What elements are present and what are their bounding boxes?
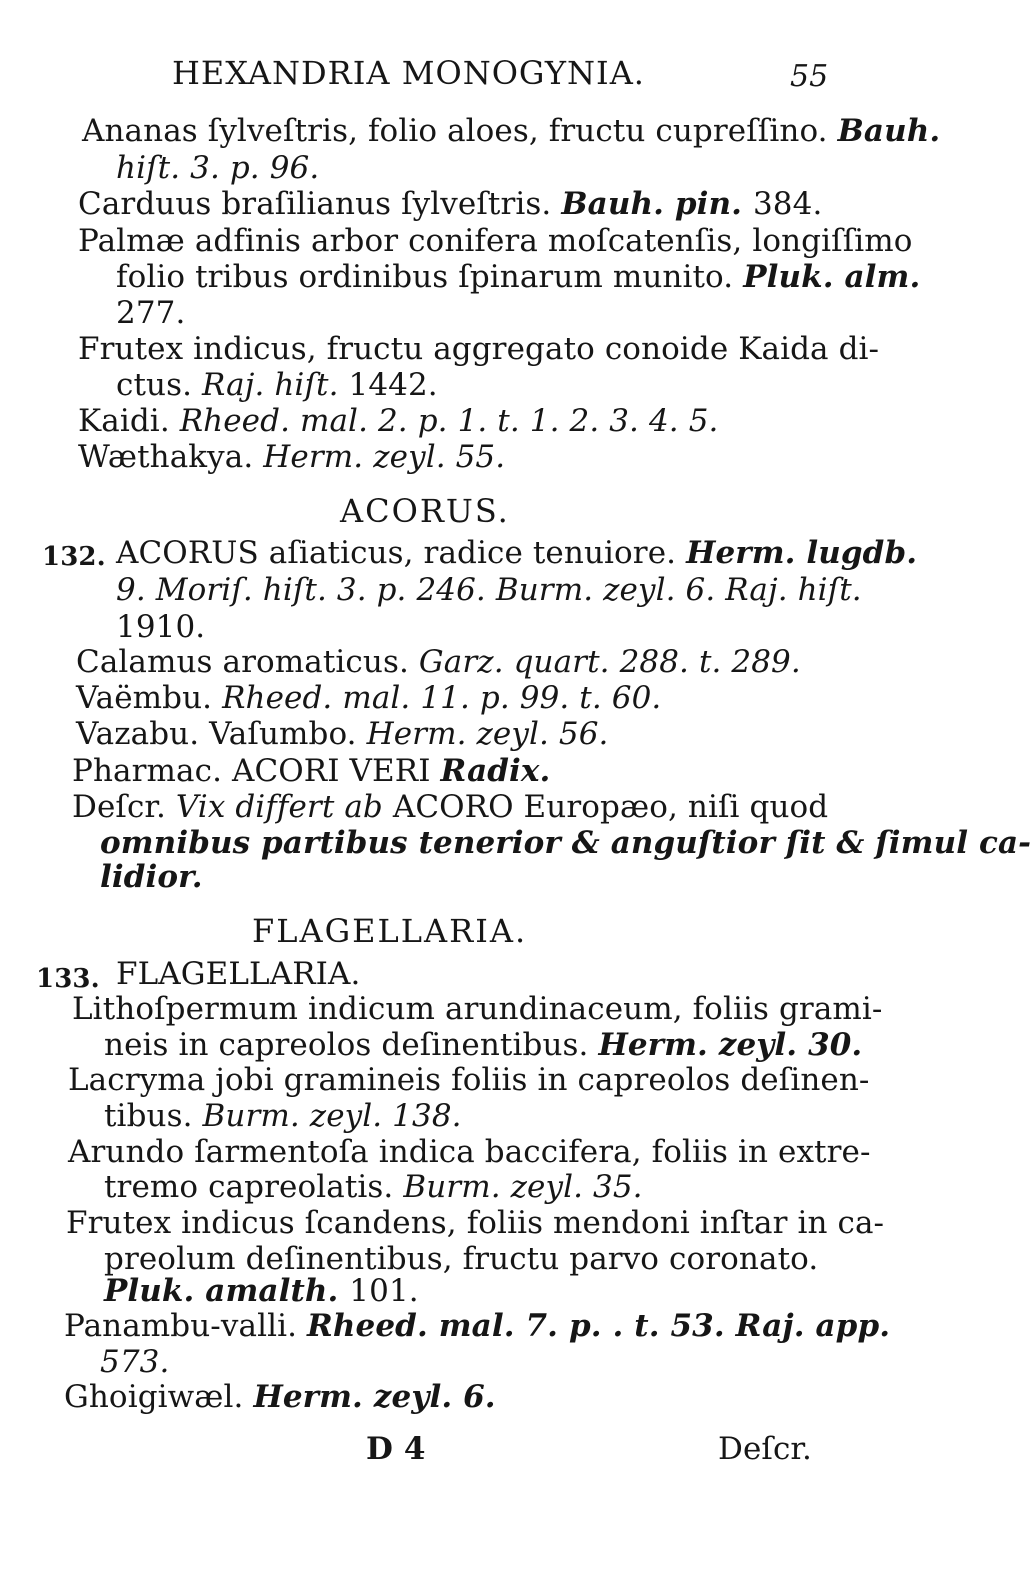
synonym-line: folio tribus ordinibus ſpinarum munito. Pluk. alm. bbox=[116, 259, 921, 295]
description-line: lidior. bbox=[100, 859, 203, 895]
synonym-line: tibus. Burm. zeyl. 138. bbox=[104, 1098, 462, 1134]
entry-line: 1910. bbox=[116, 609, 206, 645]
description-line: omnibus partibus tenerior & anguſtior ſit & ſimul ca- bbox=[100, 825, 1031, 861]
running-head: HEXANDRIA MONOGYNIA. bbox=[172, 54, 645, 92]
catchword: Deſcr. bbox=[718, 1431, 812, 1467]
synonym-line: preolum deſinentibus, fructu parvo coronato. bbox=[104, 1241, 819, 1277]
entry-number: 133. bbox=[36, 964, 100, 994]
page-number: 55 bbox=[790, 59, 829, 94]
synonym-line: Kaidi. Rheed. mal. 2. p. 1. t. 1. 2. 3. 4. 5. bbox=[78, 403, 719, 439]
synonym-line: 277. bbox=[116, 295, 186, 331]
synonym-line: Palmæ adfinis arbor conifera moſcatenſis, longiſſimo bbox=[78, 223, 913, 259]
synonym-line: Ghoigiwæl. Herm. zeyl. 6. bbox=[64, 1379, 496, 1415]
synonym-line: Arundo ſarmentoſa indica baccifera, foliis in extre- bbox=[68, 1134, 871, 1170]
synonym-line: tremo capreolatis. Burm. zeyl. 35. bbox=[104, 1169, 643, 1205]
description-line: Deſcr. Vix differt ab ACORO Europæo, niſi quod bbox=[72, 789, 829, 825]
entry-line: Vaëmbu. Rheed. mal. 11. p. 99. t. 60. bbox=[76, 680, 662, 716]
synonym-line: hiſt. 3. p. 96. bbox=[116, 150, 320, 186]
synonym-line: Frutex indicus ſcandens, foliis mendoni inſtar in ca- bbox=[66, 1205, 885, 1241]
synonym-line: Ananas ſylveſtris, folio aloes, fructu cupreſſino. Bauh. bbox=[82, 113, 941, 149]
entry-line: Calamus aromaticus. Garz. quart. 288. t. 289. bbox=[76, 644, 801, 680]
synonym-line: Pluk. amalth. 101. bbox=[104, 1273, 419, 1309]
synonym-line: Panambu-valli. Rheed. mal. 7. p. . t. 53. Raj. app. bbox=[64, 1308, 891, 1344]
entry-number: 132. bbox=[42, 542, 106, 572]
entry-line: Pharmac. ACORI VERI Radix. bbox=[72, 753, 551, 789]
synonym-line: Carduus braſilianus ſylveſtris. Bauh. pin. 384. bbox=[78, 186, 823, 222]
synonym-line: ctus. Raj. hiſt. 1442. bbox=[116, 367, 438, 403]
section-heading-flagellaria: FLAGELLARIA. bbox=[252, 912, 528, 950]
entry-line: ACORUS aſiaticus, radice tenuiore. Herm. lugdb. bbox=[116, 535, 918, 571]
synonym-line: Frutex indicus, fructu aggregato conoide Kaida di- bbox=[78, 331, 880, 367]
genus-name: FLAGELLARIA. bbox=[116, 956, 361, 992]
section-heading-acorus: ACORUS. bbox=[340, 492, 510, 530]
synonym-line: Lacryma jobi gramineis foliis in capreolos deſinen- bbox=[68, 1062, 870, 1098]
signature-mark: D 4 bbox=[366, 1431, 426, 1467]
synonym-line: Wæthakya. Herm. zeyl. 55. bbox=[78, 439, 506, 475]
synonym-line: 573. bbox=[100, 1344, 170, 1380]
synonym-line: neis in capreolos deſinentibus. Herm. zeyl. 30. bbox=[104, 1027, 863, 1063]
entry-line: Vazabu. Vaſumbo. Herm. zeyl. 56. bbox=[76, 716, 609, 752]
entry-line: 9. Moriſ. hiſt. 3. p. 246. Burm. zeyl. 6. Raj. hiſt. bbox=[116, 572, 862, 608]
synonym-line: Lithoſpermum indicum arundinaceum, foliis grami- bbox=[72, 991, 883, 1027]
